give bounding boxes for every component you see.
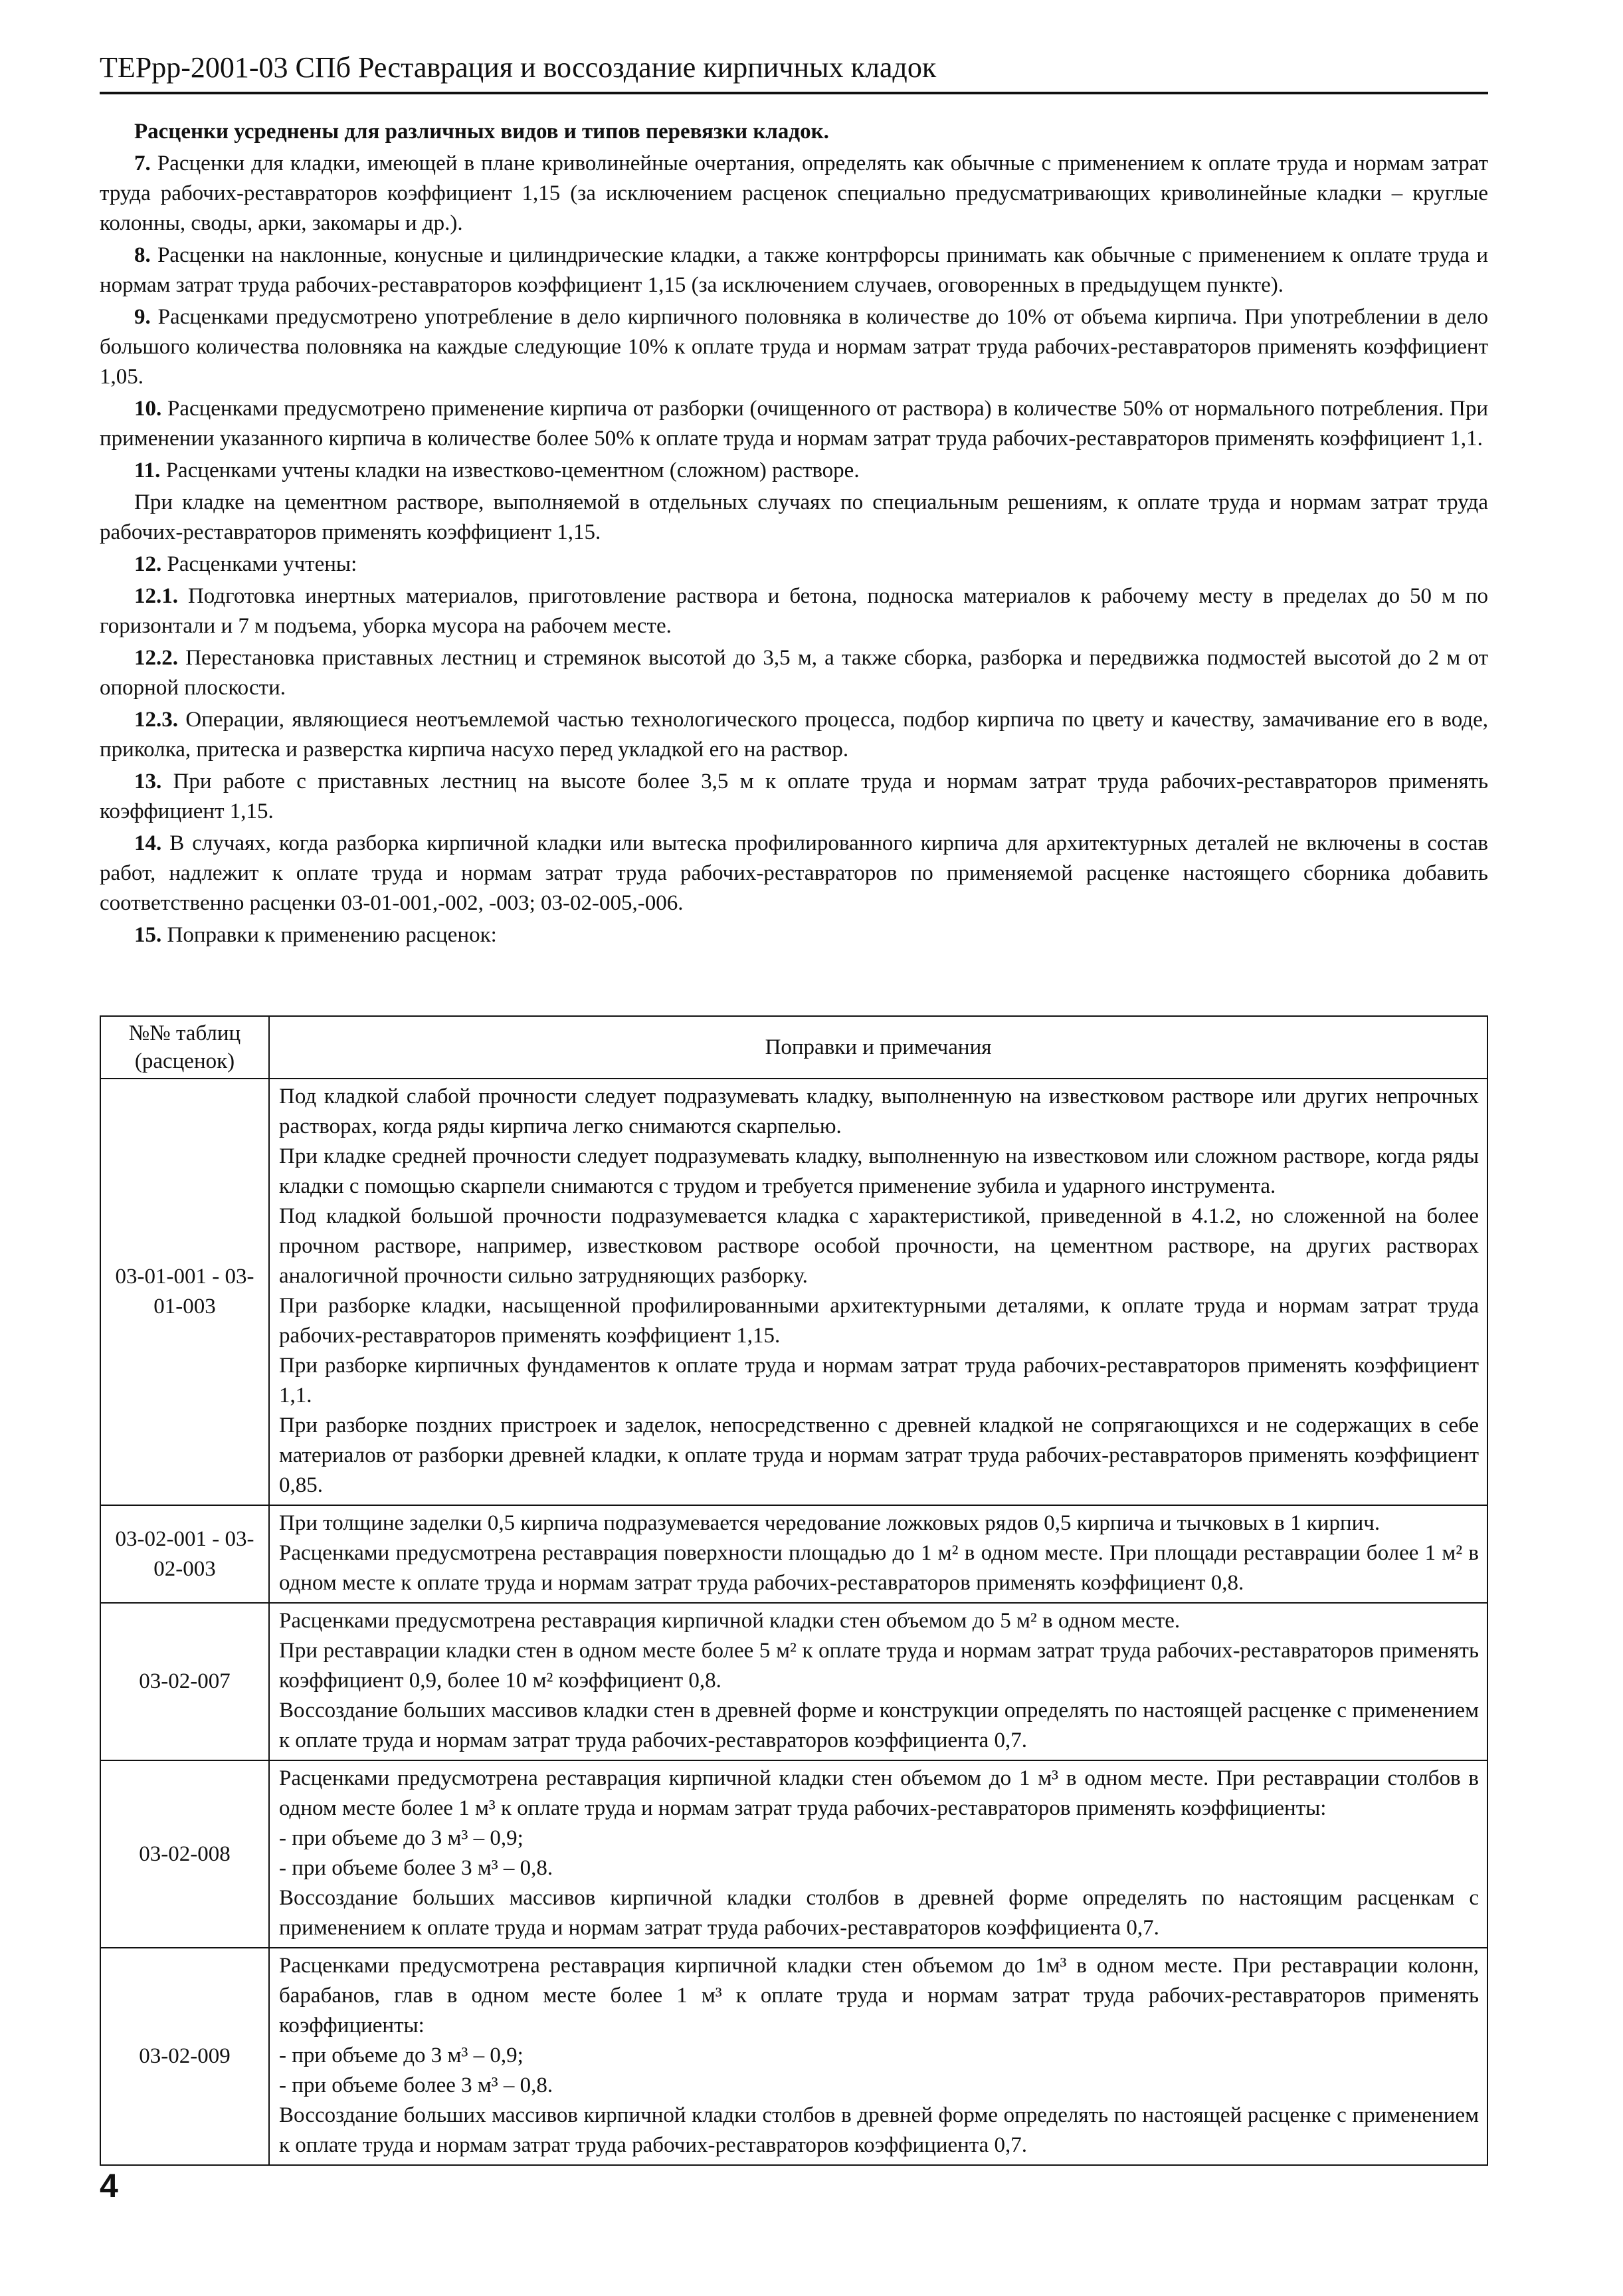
paragraph-number: 12.1. — [134, 584, 178, 608]
paragraph-number: 7. — [134, 152, 151, 175]
note-line: Расценками предусмотрена реставрация кирпичной кладки стен объемом до 5 м² в одном месте. — [279, 1609, 1181, 1633]
table-cell-code: 03-02-008 — [100, 1760, 269, 1948]
table-cell-notes — [269, 1505, 1487, 1603]
body-paragraph — [100, 581, 1488, 641]
paragraph-text: При кладке на цементном растворе, выполняемой в отдельных случаях по специальным решениям, к оплате труда и нормам затрат труда рабочих-реставраторов применять коэффициент 1,15. — [100, 490, 1488, 544]
note-line: Воссоздание больших массивов кирпичной кладки столбов в древней форме определять по настоящей расценке с применением к оплате труда и нормам затрат труда рабочих-реставраторов коэффициента 0,7. — [279, 2103, 1479, 2157]
body-paragraph — [100, 456, 1488, 486]
note-line: Расценками предусмотрена реставрация поверхности площадью до 1 м² в одном месте. При площади реставрации более 1 м² в одном месте к оплате труда и нормам затрат труда рабочих-реставраторов применять коэффициент 0,8. — [279, 1541, 1479, 1595]
body-paragraph — [100, 829, 1488, 918]
column-header-tables: №№ таблиц (расценок) — [100, 1016, 269, 1079]
note-line: При разборке кирпичных фундаментов к оплате труда и нормам затрат труда рабочих-реставраторов применять коэффициент 1,1. — [279, 1354, 1479, 1408]
body-paragraph — [100, 767, 1488, 827]
body-paragraph — [100, 394, 1488, 454]
paragraph-text: Подготовка инертных материалов, приготовление раствора и бетона, подноска материалов к рабочему месту в пределах до 50 м по горизонтали и 7 м подъема, уборка мусора на рабочем месте. — [100, 584, 1488, 638]
note-line: Под кладкой большой прочности подразумевается кладка с характеристикой, приведенной в 4.1.2, но сложенной на более прочном растворе, например, известковом растворе особой прочности, на цементном растворе, на других растворах аналогичной прочности сильно затрудняющих разборку. — [279, 1204, 1479, 1288]
paragraph-number: 14. — [134, 831, 162, 855]
note-line: При кладке средней прочности следует подразумевать кладку, выполненную на известковом или сложном растворе, когда ряды кладки с помощью скарпели снимаются с трудом и требуется применение зубила и ударного инструмента. — [279, 1144, 1479, 1198]
table-cell-code: 03-01-001 - 03-01-003 — [100, 1079, 269, 1505]
body-paragraph — [100, 241, 1488, 300]
paragraph-text: Расценками учтены кладки на известково-цементном (сложном) растворе. — [165, 459, 860, 482]
paragraph-number: 11. — [134, 459, 161, 482]
paragraph-text: Расценки на наклонные, конусные и цилиндрические кладки, а также контрфорсы принимать как обычные с применением к оплате труда и нормам затрат труда рабочих-реставраторов коэффициент 1,15 (за исключением случаев, оговоренных в предыдущем пункте). — [100, 243, 1488, 297]
paragraph-text: Расценками предусмотрено применение кирпича от разборки (очищенного от раствора) в количестве 50% от нормального потребления. При применении указанного кирпича в количестве более 50% к оплате труда и нормам затрат труда рабочих-реставраторов применять коэффициент 1,1. — [100, 397, 1488, 451]
paragraph-text: Перестановка приставных лестниц и стремянок высотой до 3,5 м, а также сборка, разборка и передвижка подмостей высотой до 2 м от опорной плоскости. — [100, 646, 1488, 700]
table-cell-notes — [269, 1603, 1487, 1760]
paragraph-number: 13. — [134, 770, 162, 793]
body-paragraph — [100, 920, 1488, 950]
table-row — [100, 1603, 1487, 1760]
paragraph-text: Расценками предусмотрено употребление в дело кирпичного половняка в количестве до 10% от объема кирпича. При употреблении в дело большого количества половняка на каждые следующие 10% к оплате труда и нормам затрат труда рабочих-реставраторов применять коэффициент 1,05. — [100, 305, 1489, 389]
note-line: Воссоздание больших массивов кирпичной кладки столбов в древней форме определять по настоящим расценкам с применением к оплате труда и нормам затрат труда рабочих-реставраторов коэффициента 0,7. — [279, 1886, 1479, 1940]
table-cell-code: 03-02-001 - 03-02-003 — [100, 1505, 269, 1603]
page-header-title: ТЕРрр-2001-03 СПб Реставрация и воссоздание кирпичных кладок — [100, 51, 937, 84]
note-line: Расценками предусмотрена реставрация кирпичной кладки стен объемом до 1м³ в одном месте. При реставрации колонн, барабанов, глав в одном месте более 1 м³ к оплате труда и нормам затрат труда рабочих-реставраторов применять коэффициенты: — [279, 1954, 1479, 2037]
body-paragraph — [100, 302, 1488, 392]
paragraph-text: Поправки к применению расценок: — [167, 923, 497, 947]
body-text — [100, 117, 1488, 952]
paragraph-number: 12.3. — [134, 708, 178, 732]
note-line: При разборке кладки, насыщенной профилированными архитектурными деталями, к оплате труда и нормам затрат труда рабочих-реставраторов применять коэффициент 1,15. — [279, 1294, 1479, 1348]
table-header-row — [100, 1016, 1487, 1079]
table-cell-notes — [269, 1948, 1487, 2165]
corrections-table — [100, 1015, 1488, 2166]
paragraph-text: В случаях, когда разборка кирпичной кладки или вытеска профилированного кирпича для архитектурных деталей не включены в состав работ, надлежит к оплате труда и нормам затрат труда рабочих-реставраторов по применяемой расценке настоящего сборника добавить соответственно расценки 03-01-001,-002, -003; 03-02-005,-006. — [100, 831, 1489, 915]
note-line: Расценками предусмотрена реставрация кирпичной кладки стен объемом до 1 м³ в одном месте. При реставрации столбов в одном месте более 1 м³ к оплате труда и нормам затрат труда рабочих-реставраторов применять коэффициенты: — [279, 1766, 1479, 1820]
paragraph-number: 12.2. — [134, 646, 178, 670]
paragraph-text: При работе с приставных лестниц на высоте более 3,5 м к оплате труда и нормам затрат труда рабочих-реставраторов применять коэффициент 1,15. — [100, 770, 1488, 823]
note-line: При разборке поздних пристроек и заделок, непосредственно с древней кладкой не сопрягающихся и не содержащих в себе материалов от разборки древней кладки, к оплате труда и нормам затрат труда рабочих-реставраторов применять коэффициент 0,85. — [279, 1413, 1479, 1497]
table-cell-code: 03-02-007 — [100, 1603, 269, 1760]
paragraph-text: Расценками учтены: — [167, 552, 357, 576]
body-paragraph — [100, 705, 1488, 765]
body-paragraph — [100, 149, 1488, 239]
note-line: Под кладкой слабой прочности следует подразумевать кладку, выполненную на известковом растворе или других непрочных растворах, когда ряды кирпича легко снимаются скарпелью. — [279, 1085, 1479, 1138]
column-header-notes: Поправки и примечания — [269, 1016, 1487, 1079]
body-paragraph — [100, 488, 1488, 548]
paragraph-text: Расценки для кладки, имеющей в плане криволинейные очертания, определять как обычные с применением к оплате труда и нормам затрат труда рабочих-реставраторов коэффициент 1,15 (за исключением расценок специально предусматривающих криволинейные кладки – круглые колонны, своды, арки, закомары и др.). — [100, 152, 1489, 235]
paragraph-number: 8. — [134, 243, 151, 267]
table-row — [100, 1079, 1487, 1505]
paragraph-number: 12. — [134, 552, 162, 576]
body-paragraph — [100, 643, 1488, 703]
header-rule — [100, 92, 1488, 94]
table-row — [100, 1760, 1487, 1948]
paragraph-number: 10. — [134, 397, 162, 421]
table-body — [100, 1079, 1487, 2165]
note-line: Воссоздание больших массивов кладки стен в древней форме и конструкции определять по настоящей расценке с применением к оплате труда и нормам затрат труда рабочих-реставраторов коэффициента 0,7. — [279, 1699, 1479, 1752]
numbered-items — [100, 149, 1488, 950]
note-line: - при объеме до 3 м³ – 0,9; — [279, 1826, 524, 1850]
paragraph-number: 9. — [134, 305, 151, 329]
note-line: - при объеме более 3 м³ – 0,8. — [279, 2073, 553, 2097]
table-cell-code: 03-02-009 — [100, 1948, 269, 2165]
paragraph-text: Операции, являющиеся неотъемлемой частью технологического процесса, подбор кирпича по цвету и качеству, замачивание его в воде, приколка, притеска и разверстка кирпича насухо перед укладкой его на раствор. — [100, 708, 1489, 762]
table-row — [100, 1505, 1487, 1603]
page-number: 4 — [100, 2167, 118, 2204]
body-paragraph — [100, 550, 1488, 579]
table-cell-notes — [269, 1079, 1487, 1505]
note-line: При толщине заделки 0,5 кирпича подразумевается чередование ложковых рядов 0,5 кирпича и тычковых в 1 кирпич. — [279, 1511, 1381, 1535]
note-line: - при объеме более 3 м³ – 0,8. — [279, 1856, 553, 1880]
table-cell-notes — [269, 1760, 1487, 1948]
table-row — [100, 1948, 1487, 2165]
paragraph-number: 15. — [134, 923, 162, 947]
note-line: - при объеме до 3 м³ – 0,9; — [279, 2043, 524, 2067]
intro-paragraph: Расценки усреднены для различных видов и типов перевязки кладок. — [134, 120, 829, 144]
note-line: При реставрации кладки стен в одном месте более 5 м² к оплате труда и нормам затрат труда рабочих-реставраторов применять коэффициент 0,9, более 10 м² коэффициент 0,8. — [279, 1639, 1479, 1693]
